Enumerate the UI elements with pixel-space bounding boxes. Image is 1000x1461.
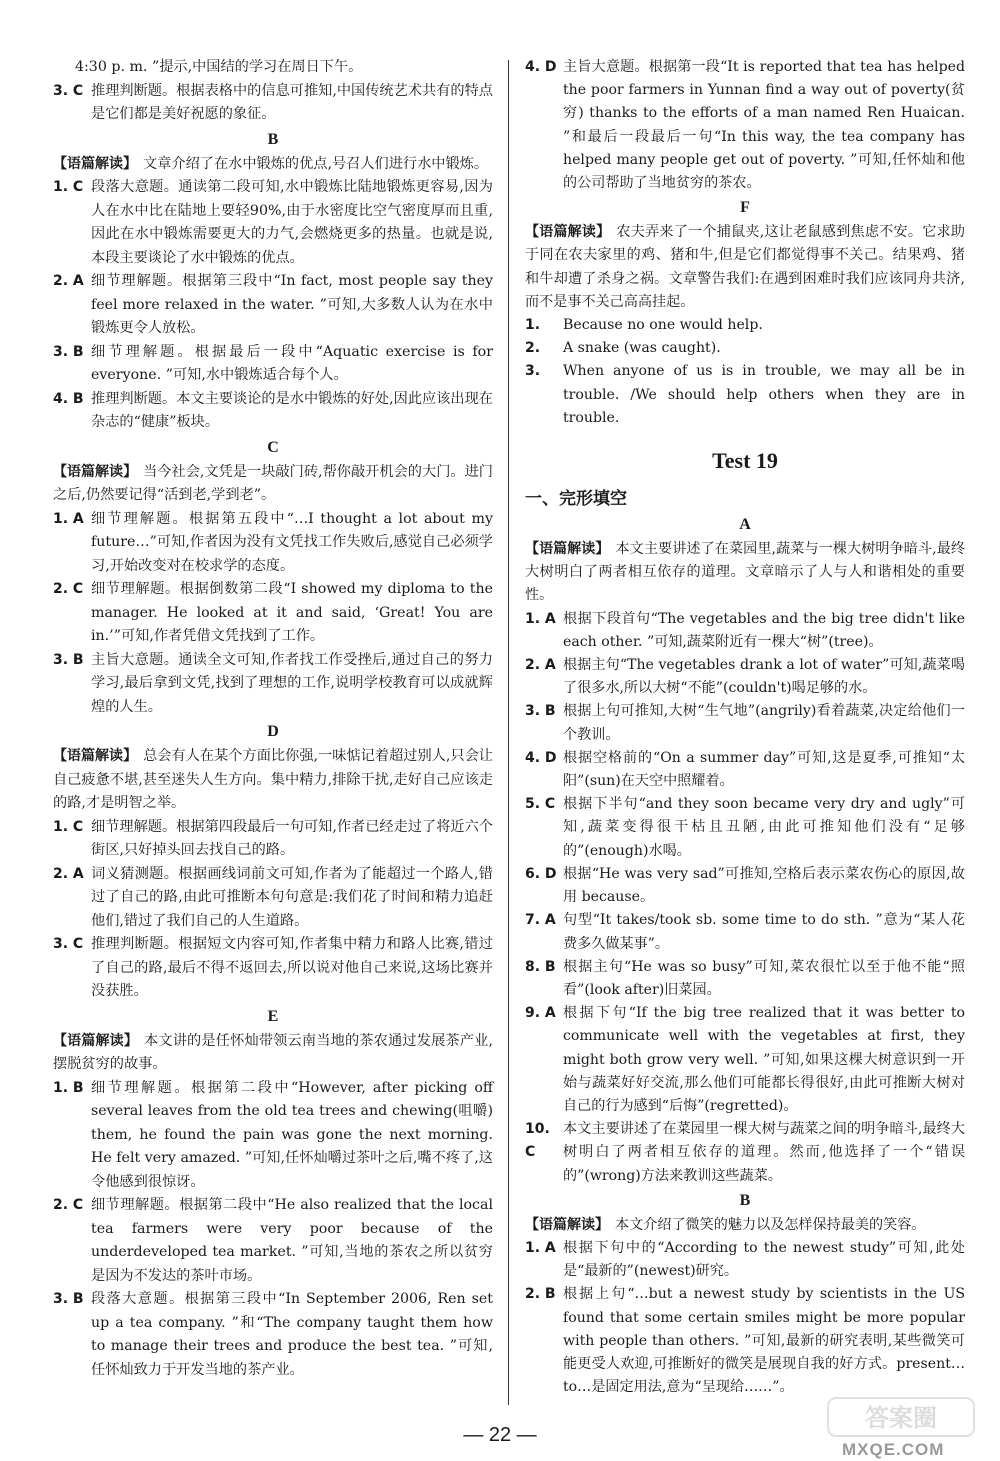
- answer-number: 1. C: [53, 179, 84, 195]
- passage-summary-tag: 【语篇解读】: [53, 463, 138, 480]
- section-heading: B: [739, 1191, 751, 1209]
- passage-summary: [53, 745, 493, 816]
- answer-number: 6. D: [525, 865, 557, 882]
- answer-explanation: 细节理解题。根据最后一段中“Aquatic exercise is for everyone. ”可知,水中锻炼适合每个人。: [91, 343, 493, 383]
- answer-number: 4. D: [525, 59, 557, 75]
- answer-explanation: 根据下半句“and they soon became very dry and ugly”可知,蔬菜变得很干枯且丑陋,由此可推知他们没有“足够的”(enough)水喝。: [563, 796, 965, 859]
- answer-number: 2. C: [53, 581, 84, 597]
- answer-number: 3. B: [53, 343, 84, 360]
- answer-item: [53, 933, 493, 1004]
- answer-explanation: 推理判断题。本文主要谈论的是水中锻炼的好处,因此应该出现在杂志的“健康”板块。: [91, 390, 493, 430]
- section-heading: A: [739, 516, 751, 534]
- answer-explanation: 根据上句“…but a newest study by scientists in the US found that some certain smiles might be more popular with people than others. ”可知,最新的研究表明,某些微笑可能更受人欢迎,可推断好的微笑是展现自我的好方式。present…to…是固定用法,意为“呈现给……”。: [563, 1286, 965, 1396]
- answer-number: 3.: [525, 363, 541, 380]
- answer-explanation: 细节理解题。根据第二段中“He also realized that the local tea farmers were very poor because of the underdeveloped tea market. ”可知,当地的茶农之所以贫穷是因为不发达的茶叶市场。: [91, 1197, 493, 1284]
- page-number: — 22 —: [463, 1424, 537, 1446]
- passage-summary-tag: 【语篇解读】: [53, 1032, 138, 1049]
- answer-explanation: 根据“He was very sad”可推知,空格后表示菜农伤心的原因,故用 because。: [563, 865, 965, 906]
- answer-explanation: 根据空格前的“On a summer day”可知,这是夏季,可推知“太阳”(sun)在天空中照耀着。: [563, 749, 965, 790]
- answer-item: [525, 747, 965, 793]
- section-heading: F: [740, 199, 750, 217]
- passage-summary-tag: 【语篇解读】: [53, 155, 137, 172]
- answer-item: [53, 816, 493, 863]
- passage-summary: [53, 1030, 493, 1077]
- section-heading: E: [267, 1007, 279, 1025]
- answer-explanation: 根据上句可推知,大树“生气地”(angrily)看着蔬菜,决定给他们一个教训。: [563, 703, 965, 743]
- answer-item: [53, 270, 493, 341]
- answer-item: [53, 80, 493, 127]
- answer-item: [525, 360, 965, 430]
- left-column: [53, 56, 493, 1382]
- answer-item: [525, 1283, 965, 1399]
- passage-summary-text: 本文介绍了微笑的魅力以及怎样保持最美的笑容。: [615, 1216, 926, 1233]
- answer-item: [525, 793, 965, 863]
- answer-explanation: 根据主句“The vegetables drank a lot of water”可知,蔬菜喝了很多水,所以大树“不能”(couldn't)喝足够的水。: [563, 657, 965, 697]
- answer-number: 1. A: [53, 510, 84, 527]
- answer-explanation: 段落大意题。根据第三段中“In September 2006, Ren set up a tea company. ”和“The company taught them how to manage their trees and produce the best tea. ”可知,任怀灿致力于开发当地的茶产业。: [91, 1291, 493, 1378]
- right-column: [525, 56, 965, 1399]
- passage-summary: [525, 1214, 965, 1237]
- passage-summary: [525, 221, 965, 314]
- answer-item: [525, 863, 965, 909]
- answer-number: 3. B: [53, 651, 84, 668]
- answer-explanation: 段落大意题。通读第二段可知,水中锻炼比陆地锻炼更容易,因为人在水中比在陆地上要轻90%,由于水密度比空气密度厚而且重,因此在水中锻炼需要更大的力气,会燃烧更多的热量。也就是说,本段主要谈论了水中锻炼的优点。: [91, 179, 493, 266]
- answer-number: 1.: [525, 317, 541, 334]
- answer-item: [525, 608, 965, 654]
- answer-explanation: 句型“It takes/took sb. some time to do sth. ”意为“某人花费多久做某事”。: [563, 912, 965, 952]
- answer-number: 8. B: [525, 958, 556, 975]
- answer-explanation: 推理判断题。根据短文内容可知,作者集中精力和路人比赛,错过了自己的路,最后不得不返回去,所以说对他自己来说,这场比赛并没获胜。: [91, 936, 493, 999]
- answer-explanation: 根据下句中的“According to the newest study”可知,此处是“最新的”(newest)研究。: [563, 1239, 965, 1280]
- passage-summary-text: 本文讲的是任怀灿带领云南当地的茶农通过发展茶产业,摆脱贫穷的故事。: [53, 1032, 493, 1072]
- passage-summary: [525, 538, 965, 608]
- answer-explanation: 细节理解题。根据第四段最后一句可知,作者已经走过了将近六个街区,只好掉头回去找自己的路。: [91, 818, 493, 858]
- answer-number: 3. C: [53, 936, 84, 952]
- answer-explanation: 细节理解题。根据第五段中“…I thought a lot about my future…”可知,作者因为没有文凭找工作失败后,感觉自己必须学习,开始改变对在校求学的态度。: [91, 510, 493, 574]
- answer-item: [525, 314, 965, 337]
- answer-item: [53, 578, 493, 649]
- answer-explanation: A snake (was caught).: [563, 340, 721, 357]
- answer-item: [525, 654, 965, 700]
- answer-number: 1. A: [525, 1239, 556, 1256]
- answer-item: [525, 56, 965, 195]
- answer-item: [53, 1194, 493, 1288]
- answer-number: 1. A: [525, 610, 556, 627]
- answer-item: [53, 508, 493, 579]
- answer-item: [53, 1288, 493, 1382]
- section-heading: C: [267, 438, 279, 456]
- answer-item: [53, 176, 493, 270]
- answer-number: 2. C: [53, 1197, 84, 1213]
- answer-number: 5. C: [525, 796, 556, 813]
- answer-number: 2. A: [53, 865, 84, 882]
- answer-number: 2. A: [525, 657, 556, 674]
- answer-explanation: 词义猜测题。根据画线词前文可知,作者为了能超过一个路人,错过了自己的路,由此可推断本句句意是:我们花了时间和精力追赶他们,错过了我们自己的人生道路。: [91, 865, 493, 929]
- answer-item: [525, 1002, 965, 1118]
- answer-item: [525, 909, 965, 955]
- answer-item: [525, 700, 965, 746]
- passage-summary-text: 当今社会,文凭是一块敲门砖,帮你敲开机会的大门。进门之后,仍然要记得“活到老,学到老”。: [53, 463, 493, 503]
- passage-summary-text: 总会有人在某个方面比你强,一味惦记着超过别人,只会让自己疲惫不堪,甚至迷失人生方向。集中精力,排除干扰,走好自己应该走的路,才是明智之举。: [53, 748, 493, 811]
- answer-number: 2.: [525, 340, 541, 357]
- answer-item: [53, 341, 493, 388]
- answer-explanation: 根据下段首句“The vegetables and the big tree didn't like each other. ”可知,蔬菜附近有一棵大“树”(tree)。: [563, 610, 965, 650]
- answer-number: 3. B: [53, 1291, 84, 1307]
- passage-summary-tag: 【语篇解读】: [53, 748, 138, 764]
- answer-explanation: 推理判断题。根据表格中的信息可推知,中国传统艺术共有的特点是它们都是美好祝愿的象征。: [91, 82, 493, 122]
- answer-explanation: 根据下句“If the big tree realized that it was better to communicate well with the vegetables at first, they might both grow very well. ”可知,如果这棵大树意识到一开始与蔬菜好好交流,那么他们可能都长得很好,由此可推断大树对自己的行为感到“后悔”(regretted)。: [563, 1005, 965, 1114]
- answer-number: 4. B: [53, 390, 84, 407]
- answer-explanation: When anyone of us is in trouble, we may all be in trouble. /We should help others when they are in trouble.: [563, 363, 965, 426]
- answer-explanation: 根据主句“He was so busy”可知,菜农很忙以至于他不能“照看”(look after)旧菜园。: [563, 958, 965, 998]
- answer-item: [525, 956, 965, 1002]
- answer-item: [53, 1077, 493, 1195]
- answer-number: 7. A: [525, 912, 556, 929]
- answer-number: 9. A: [525, 1005, 556, 1022]
- continued-text-body: 4:30 p. m. ”提示,中国结的学习在周日下午。: [75, 59, 363, 75]
- answer-explanation: 本文主要讲述了在菜园里一棵大树与蔬菜之间的明争暗斗,最终大树明白了两者相互依存的道理。然而,他选择了一个“错误的”(wrong)方法来教训这些蔬菜。: [563, 1121, 965, 1184]
- answer-number: 3. C: [53, 82, 84, 99]
- answer-item: [525, 1237, 965, 1283]
- answer-number: 3. B: [525, 703, 556, 720]
- passage-summary-tag: 【语篇解读】: [525, 224, 611, 241]
- answer-number: 1. C: [53, 818, 84, 835]
- answer-number: 2. B: [525, 1286, 556, 1303]
- passage-summary: [53, 461, 493, 508]
- answer-number: 2. A: [53, 273, 84, 289]
- answer-item: [53, 863, 493, 934]
- answer-item: [53, 649, 493, 720]
- answer-item: [525, 1118, 965, 1188]
- answer-item: [53, 388, 493, 435]
- passage-summary-tag: 【语篇解读】: [525, 1216, 609, 1233]
- answer-item: [525, 337, 965, 360]
- column-divider: [508, 60, 509, 1405]
- answer-explanation: 细节理解题。根据第二段中“However, after picking off several leaves from the old tea trees and chewing(咀嚼) them, he found the pain was gone the next morning. He felt very amazed. ”可知,任怀灿嚼过茶叶之后,嘴不疼了,这令他感到很惊讶。: [91, 1079, 493, 1190]
- watermark-glyphs: 答案圈: [865, 1404, 937, 1432]
- passage-summary: [53, 153, 493, 177]
- answer-explanation: 主旨大意题。通读全文可知,作者找工作受挫后,通过自己的努力学习,最后拿到文凭,找到了理想的工作,说明学校教育可以成就辉煌的人生。: [91, 651, 493, 715]
- answer-number: 4. D: [525, 749, 557, 766]
- section-heading: B: [267, 130, 279, 148]
- passage-summary-text: 本文主要讲述了在菜园里,蔬菜与一棵大树明争暗斗,最终大树明白了两者相互依存的道理。文章暗示了人与人和谐相处的重要性。: [525, 541, 965, 604]
- watermark-text: MXQE.COM: [842, 1440, 945, 1459]
- passage-summary-tag: 【语篇解读】: [525, 541, 610, 558]
- part-heading: 一、完形填空: [525, 489, 627, 510]
- passage-summary-text: 农夫弄来了一个捕鼠夹,这让老鼠感到焦虑不安。它求助于同在农夫家里的鸡、猪和牛,但是它们都觉得事不关己。结果鸡、猪和牛却遭了杀身之祸。文章警告我们:在遇到困难时我们应该同舟共济,而不是事不关己高高挂起。: [525, 224, 965, 310]
- section-heading: D: [267, 723, 279, 740]
- test-title: Test 19: [712, 448, 778, 474]
- answer-number: 10. C: [525, 1121, 550, 1161]
- answer-explanation: 细节理解题。根据倒数第二段“I showed my diploma to the manager. He looked at it and said, ‘Great! You are in.’”可知,作者凭借文凭找到了工作。: [91, 581, 493, 644]
- continued-text: [53, 56, 493, 80]
- passage-summary-text: 文章介绍了在水中锻炼的优点,号召人们进行水中锻炼。: [143, 155, 489, 172]
- answer-explanation: Because no one would help.: [563, 317, 763, 334]
- answer-explanation: 细节理解题。根据第三段中“In fact, most people say they feel more relaxed in the water. ”可知,大多数人认为在水中锻炼更令人放松。: [91, 273, 493, 336]
- answer-explanation: 主旨大意题。根据第一段“It is reported that tea has helped the poor farmers in Yunnan find a way out of poverty(贫穷) thanks to the efforts of a man named Ren Huaican. ”和最后一段最后一句“In this way, the tea company has helped many people get out of poverty. ”可知,任怀灿和他的公司帮助了当地贫穷的茶农。: [563, 59, 965, 192]
- answer-number: 1. B: [53, 1079, 84, 1096]
